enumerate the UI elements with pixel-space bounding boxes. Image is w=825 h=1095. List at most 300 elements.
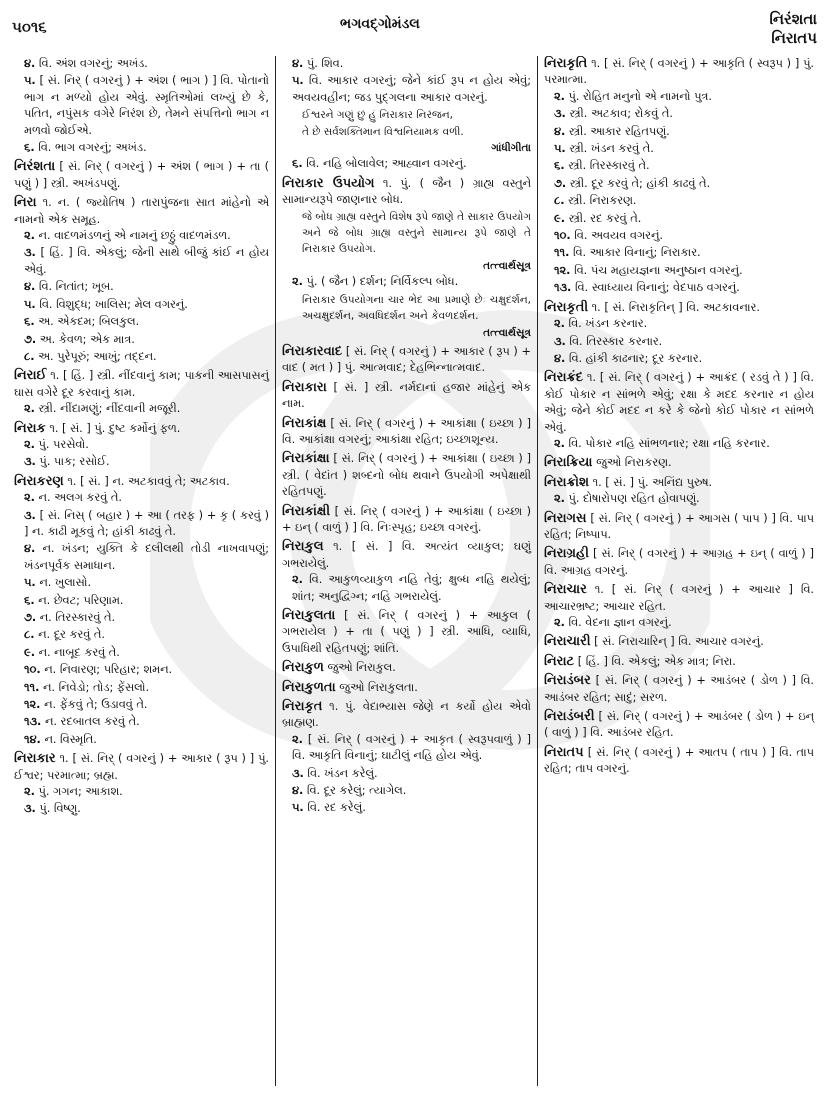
- sense: [544, 89, 814, 105]
- dictionary-entry: [282, 504, 531, 537]
- sense-number: ૩.: [24, 455, 36, 469]
- sense-number: ૪.: [24, 542, 36, 556]
- guide-word-first: નિરંશતા: [769, 10, 817, 28]
- sense-text: અ. કેવળ; એક માત્ર.: [39, 332, 135, 346]
- sense-number: ૧૧.: [24, 680, 40, 694]
- dictionary-entry: [14, 368, 269, 417]
- dictionary-entry: [544, 673, 814, 706]
- sense-number: ૯.: [554, 211, 565, 225]
- entry-definition: ૧. [ સં. ] પું. અનિંદ્ય પુરુષ.: [592, 475, 713, 489]
- headword: નિરાગસ: [544, 510, 587, 526]
- sense: [544, 193, 814, 209]
- entry-definition: [ સં. નિર્ ( વગરનું ) + આગસ ( પાપ ) ] વિ. પાપ રહિત; નિષ્પાપ.: [544, 511, 815, 541]
- dictionary-entry: [544, 634, 814, 650]
- dictionary-entry: [14, 421, 269, 471]
- headword: નિરા: [14, 195, 37, 211]
- entry-first-line: [544, 56, 814, 89]
- sense-number: ૩.: [24, 246, 36, 260]
- citation-quote: તે છે સર્વશક્તિમાન વિશ્વનિયામક વળી.: [302, 125, 464, 138]
- sense-number: ૩.: [292, 766, 304, 780]
- sense: [14, 332, 269, 348]
- entry-definition: [ સં. નિર્ ( વગરનું ) + આકાંક્ષા ( ઇચ્છા ) ] વિ. આકાંક્ષા વગરનું; આકાંક્ષા રહિત; ઇચ્છાશૂન્ય.: [282, 416, 531, 446]
- headword: નિરાતપ: [544, 744, 584, 760]
- sense-number: ૮.: [24, 349, 35, 363]
- page-header: [0, 0, 825, 50]
- sense-text: ન. રદબાતલ કરવું તે.: [44, 715, 140, 729]
- sense-text: [ હિં. ] વિ. એકલું; જેની સાથે બીજું કાંઈ ન હોય એવું.: [24, 246, 269, 276]
- entry-definition: ૧. [ સં. નિર્ ( વગરનું ) + આક્રંદ ( રડવું તે ) ] વિ. કોઈ પોકાર ન સાંભળે એવું; રક્ષા કે મદદ કરનાર ન હોય એવું; જેને કોઈ મદદ ન કરે કે જેનો કોઈ પોકાર ન સાંભળે એવું.: [544, 371, 814, 434]
- entry-definition: ૧. [ સં. નિર્ ( વગરનું ) + આચાર ] વિ. આચારભ્રષ્ટ; આચાર રહિત.: [544, 583, 815, 613]
- dictionary-entry: [282, 344, 531, 377]
- sense-number: ૨.: [554, 492, 565, 506]
- sense-text: પું. દોષારોપણ રહિત હોવાપણું.: [568, 492, 700, 506]
- entry-first-line: [14, 368, 269, 401]
- entry-first-line: [544, 370, 814, 436]
- sense: [14, 228, 269, 244]
- dictionary-entry: [544, 582, 814, 631]
- sense-text: સ્ત્રી. આકાર રહિતપણું.: [568, 124, 670, 138]
- headword: નિરાચારી: [544, 634, 591, 650]
- sense-number: ૧૩.: [554, 281, 572, 295]
- sense: [544, 176, 814, 192]
- sense-text: વિ. આકુળવ્યાકુળ નહિ તેવું; ક્ષુબ્ધ નહિ થયેલું; શાંત; અનુદ્વિગ્ન; નહિ ગભરાયેલું.: [292, 573, 531, 603]
- sense-text: ન. નાબૂદ કરવું તે.: [38, 645, 120, 659]
- sense-number: ૫.: [24, 576, 36, 590]
- sense-text: વિ. અંશ વગરનું; અખંડ.: [38, 57, 148, 70]
- sense-text: ન. છેવટ; પરિણામ.: [38, 593, 124, 607]
- sense-number: ૨.: [24, 491, 35, 505]
- sense-text: વિ. રદ કરેલું.: [307, 801, 366, 815]
- sense: [544, 106, 814, 122]
- sense-number: ૨.: [292, 732, 303, 746]
- entry-first-line: [544, 546, 814, 579]
- sense-number: ૬.: [24, 315, 35, 329]
- column-2: [276, 56, 538, 1086]
- sense: [282, 274, 531, 290]
- headword: નિરાકુળતા: [282, 679, 336, 695]
- sense: [282, 73, 531, 106]
- column-1: [8, 56, 276, 1086]
- sense: [544, 263, 814, 279]
- dictionary-entry: [544, 654, 814, 670]
- sense: [282, 56, 531, 72]
- sense-text: વિ. નહિ બોલાવેલ; આહ્વાન વગરનું.: [306, 157, 467, 171]
- sense-text: ન. ખુલાસો.: [39, 576, 92, 590]
- sense: [282, 572, 531, 605]
- entry-definition: ૧. [ સં. નિર્ ( વગરનું ) + આકાર ( રૂપ ) ] પું. ઈશ્વર; પરમાત્મા; બ્રહ્મ.: [14, 752, 269, 782]
- headword: નિરાક: [14, 420, 46, 436]
- entry-definition: ૧. [ સં. ] વિ. અત્યંત વ્યાકુલ; ઘણું ગભરાયેલું.: [282, 540, 532, 570]
- entry-definition: ૧. પું. વેદાભ્યાસ જેણે ન કર્યો હોય એવો બ્રાહ્મણ.: [282, 700, 531, 730]
- headword: નિરાકારા: [282, 379, 327, 395]
- entry-first-line: [14, 421, 269, 437]
- sense: [544, 141, 814, 157]
- entry-definition: [ સં. નિર્ ( વગરનું ) + આતપ ( તાપ ) ] વિ. તાપ રહિત; તાપ વગરનું.: [544, 745, 814, 776]
- sense-text: વિ. વિશુદ્ધ; ખાલિસ; મેલ વગરનું.: [39, 297, 188, 311]
- dictionary-entry: [14, 56, 269, 156]
- entry-definition: [ સં. ] સ્ત્રી. નર્મદાનાં હજાર માંહેનું એક નામ.: [282, 380, 531, 411]
- dictionary-entry: [544, 370, 814, 452]
- entry-definition: [ સં. નિર્ ( વગરનું ) + આગ્રહ + ઇન્ ( વાળું ) ] વિ. આગ્રહ વગરનું.: [544, 547, 814, 577]
- sense-number: ૬.: [292, 157, 303, 171]
- entry-definition: ૧. [ સં. ] ન. અટકાવવું તે; અટકાવ.: [67, 474, 230, 488]
- headword: નિરાકાર ઉપયોગ: [282, 175, 375, 191]
- sense: [14, 349, 269, 365]
- entry-definition: ૧. [ સં. નિર્ ( વગરનું ) + આકૃતિ ( સ્વરૂપ ) ] પું. પરમાત્મા.: [544, 57, 814, 87]
- dictionary-entry: [544, 511, 814, 544]
- headword: નિરાચાર: [544, 582, 587, 598]
- entry-definition: [ સં. નિર્ ( વગરનું ) + અંશ ( ભાગ ) + તા ( પણું ) ] સ્ત્રી. અખંડપણું.: [14, 160, 270, 190]
- entry-definition: ૧. [ સં. ] પું. દુષ્ટ કર્મોનું ફળ.: [49, 421, 181, 435]
- sense: [14, 714, 269, 730]
- sense: [14, 490, 269, 506]
- entry-first-line: [14, 751, 269, 784]
- sense-number: ૩.: [554, 334, 566, 348]
- sense-text: વિ. ખંડન કરનાર.: [568, 317, 648, 331]
- entry-first-line: [544, 475, 814, 491]
- sense-number: ૬.: [554, 159, 565, 173]
- entry-first-line: [282, 608, 531, 657]
- citation-source: તત્ત્વાર્થસૂત્ર: [483, 326, 531, 339]
- sense: [14, 508, 269, 541]
- sense-number: ૬.: [24, 141, 35, 155]
- entry-definition: [ સં. નિર્ ( વગરનું ) + આકુલ ( ગભરાયેલ ) + તા ( પણું ) ] સ્ત્રી. આધિ, વ્યાધિ, ઉપાધિથી રહિતપણું; શાંતિ.: [282, 609, 531, 655]
- entry-first-line: [282, 176, 531, 209]
- headword: નિરાક્રોશ: [544, 474, 589, 490]
- entry-definition: જુઓ નિરાકુલ.: [327, 661, 396, 675]
- sense-text: વિ. હાંકી કાઢનાર; દૂર કરનાર.: [568, 351, 703, 365]
- sense-number: ૨.: [24, 437, 35, 451]
- entry-first-line: [544, 745, 814, 778]
- sense-text: સ્ત્રી. ખંડન કરવું તે.: [569, 142, 654, 156]
- sense: [14, 73, 269, 139]
- sense: [14, 680, 269, 696]
- sense-number: ૨.: [24, 229, 35, 243]
- sense: [14, 437, 269, 453]
- sense: [544, 211, 814, 227]
- sense-text: વિ. સ્વાધ્યાય વિનાનું; વેદપાઠ વગરનું.: [574, 281, 740, 295]
- headword: નિરાડંબર: [544, 673, 591, 689]
- entry-first-line: [544, 300, 814, 316]
- sense-text: સ્ત્રી. તિરસ્કારવું તે.: [568, 159, 650, 173]
- entry-definition: [ સં. નિર્ ( વગરનું ) + આકાંક્ષા ( ઇચ્છા ) ] સ્ત્રી. ( વેદાંત ) શબ્દનો બોધ થવાને ઉપયોગી અપેક્ષાથી રહિતપણું.: [282, 452, 532, 499]
- dictionary-entry: [282, 56, 531, 173]
- dictionary-entry: [282, 699, 531, 817]
- sense-text: વિ. દૂર કરેલું; ત્યાગેલ.: [306, 784, 407, 798]
- sense-number: ૨.: [292, 275, 303, 289]
- entry-first-line: [282, 416, 531, 449]
- dictionary-entry: [544, 745, 814, 778]
- sense-text: સ્ત્રી. નીંદામણું; નીંદવાની મજૂરી.: [38, 402, 181, 416]
- entry-first-line: [544, 654, 814, 670]
- sense: [14, 297, 269, 313]
- sense: [544, 245, 814, 261]
- sense: [14, 279, 269, 295]
- book-title: ભગવદ્ગોમંડલ: [340, 16, 420, 32]
- page-number: ૫૦૧૬: [12, 18, 47, 36]
- sense: [544, 280, 814, 296]
- sense-text: વિ. આકાર વગરનું; જેને કાંઈ રૂપ ન હોય એવું; અવયવહીન; જડ પુદ્ગલના આકાર વગરનું.: [292, 74, 531, 104]
- entry-first-line: [282, 539, 531, 572]
- headword: નિરાકુલ: [282, 539, 324, 555]
- sense-text: ન. નિવેડો; તોડ; ફેંસલો.: [42, 680, 150, 694]
- sense-text: વિ. તિરસ્કાર કરનાર.: [569, 334, 663, 348]
- sense-text: ન. ખંડન; યુક્તિ કે દલીલથી તોડી નાખવાપણું; ખંડનપૂર્વક સમાધાન.: [24, 542, 270, 572]
- sense: [14, 140, 269, 156]
- guide-word-last: નિરાતપ: [771, 29, 817, 47]
- sense-number: ૭.: [554, 176, 567, 190]
- dictionary-entry: [14, 159, 269, 192]
- sense-text: [ સં. નિસ્ ( બહાર ) + આ ( તરફ ) + કૃ ( કરવું ) ] ન. કાઢી મૂકવું તે; હાંકી કાઢવું તે.: [24, 508, 269, 538]
- headword: નિરાડંબરી: [544, 709, 595, 725]
- entry-definition: [ સં. નિર્ ( વગરનું ) + આડંબર ( ડોળ ) ] વિ. આડંબર રહિત; સાદું; સરળ.: [544, 674, 814, 704]
- sense: [14, 627, 269, 643]
- headword: નિરાકાર: [14, 751, 56, 767]
- sense: [14, 784, 269, 800]
- sense-number: ૪.: [292, 784, 304, 798]
- sense-text: ન. નિવારણ; પરિહાર; શમન.: [44, 663, 173, 677]
- entry-definition: જુઓ નિરાકરણ.: [596, 456, 672, 470]
- entry-first-line: [282, 680, 531, 696]
- sense-text: પું. વિષ્ણુ.: [39, 802, 81, 816]
- dictionary-entry: [282, 660, 531, 676]
- entry-definition: ૧. પું. ( જૈન ) ગ્રાહ્ય વસ્તુને સામાન્યરૂપે જાણનાર બોધ.: [282, 176, 531, 207]
- sense-number: ૪.: [554, 124, 566, 138]
- sense: [14, 401, 269, 417]
- sense-number: ૧૨.: [554, 263, 571, 277]
- entry-first-line: [14, 159, 269, 192]
- entry-first-line: [14, 195, 269, 228]
- entry-first-line: [282, 699, 531, 732]
- sense-number: ૯.: [24, 645, 35, 659]
- sense-text: વિ. વેદના જ્ઞાન વગરનું.: [568, 616, 672, 629]
- dictionary-entry: [14, 195, 269, 365]
- entry-definition: ૧. ન. ( જ્યોતિષ ) તારાપુંજના સાત માંહેનો એ નામનો એક સમૂહ.: [14, 196, 270, 226]
- sense-text: પું. શિવ.: [306, 57, 344, 70]
- headword: નિરાકૃતી: [544, 299, 589, 315]
- dictionary-entry: [544, 709, 814, 742]
- sense-text: વિ. પોકાર નહિ સાંભળનાર; રક્ષા નહિ કરનાર.: [568, 436, 770, 450]
- sense: [544, 615, 814, 631]
- sense-number: ૧૧.: [554, 246, 570, 260]
- sense-number: ૩.: [24, 802, 36, 816]
- sense: [14, 662, 269, 678]
- dictionary-columns: [8, 56, 820, 1086]
- sense-text: ન. વિસ્મૃતિ.: [44, 732, 97, 746]
- sense-number: ૪.: [24, 280, 36, 294]
- sense: [14, 575, 269, 591]
- sense-number: ૫.: [554, 142, 566, 156]
- entry-first-line: [544, 634, 814, 650]
- entry-first-line: [282, 451, 531, 500]
- entry-definition: ૧. [ હિં. ] સ્ત્રી. નીંદવાનું કામ; પાકની આસપાસનું ઘાસ વગેરે દૂર કરવાનું કામ.: [14, 369, 269, 399]
- sense-text: ન. ફેંકવું તે; ઉડાવવું તે.: [44, 698, 148, 712]
- sense-number: ૨.: [292, 573, 303, 587]
- entry-first-line: [282, 380, 531, 413]
- sense: [14, 454, 269, 470]
- sense: [282, 800, 531, 816]
- sense-number: ૩.: [24, 508, 36, 522]
- sense: [544, 158, 814, 174]
- sense-number: ૭.: [24, 611, 37, 624]
- headword: નિરાકુલતા: [282, 608, 336, 623]
- sense-number: ૫.: [24, 74, 36, 88]
- sense: [544, 491, 814, 507]
- headword: નિરાગ્રહી: [544, 546, 589, 562]
- headword: નિરાકાંક્ષ: [282, 415, 327, 431]
- dictionary-entry: [544, 475, 814, 508]
- sense: [14, 245, 269, 278]
- sense: [544, 228, 814, 244]
- sense-text: [ સં. નિર્ ( વગરનું ) + આકૃત ( સ્વરૂપવાળું ) ] વિ. આકૃતિ વિનાનું; ઘાટીલું નહિ હોય એવું.: [292, 732, 531, 763]
- sense-text: વિ. ભાગ વગરનું; અખંડ.: [38, 141, 147, 155]
- sense-text: અ. પુરેપૂરું; આખું; તદ્દન.: [38, 349, 157, 363]
- sense-number: ૭.: [24, 332, 37, 346]
- entry-definition: [ સં. નિર્ ( વગરનું ) + આકાંક્ષા ( ઇચ્છા ) + ઇન્ ( વાળું ) ] વિ. નિઃસ્પૃહ; ઇચ્છા વગરનું.: [282, 504, 531, 534]
- sense-text: ન. અલગ કરવું તે.: [38, 491, 122, 505]
- sense: [14, 610, 269, 626]
- headword: નિરાક્રંદ: [544, 370, 583, 386]
- column-3: [538, 56, 820, 1086]
- sense: [14, 732, 269, 748]
- headword: નિરાકુળ: [282, 660, 324, 676]
- sense: [14, 314, 269, 330]
- citation-quote: ઈશ્વરને ગણું છું હું નિરાકાર નિરંજન,: [302, 109, 454, 122]
- sense-text: વિ. ખંડન કરેલું.: [307, 766, 378, 780]
- sense: [14, 645, 269, 661]
- citation-quote: નિરાકાર ઉપયોગના ચાર ભેદ આ પ્રમાણે છેઃ ચક્ષુદર્શન, અચક્ષુદર્શન, અવધિદર્શન અને કેવળદર્શન.: [302, 293, 531, 323]
- sense-text: વિ. નિતાંત; ખૂબ.: [38, 280, 114, 294]
- sense-number: ૧૦.: [24, 663, 41, 677]
- entry-first-line: [544, 673, 814, 706]
- headword: નિરંશતા: [14, 159, 56, 175]
- sense-number: ૨.: [554, 317, 565, 331]
- dictionary-entry: [282, 416, 531, 449]
- entry-first-line: [544, 582, 814, 615]
- sense-text: ન. વાદળમંડળનું એ નામનું છઠ્ઠું વાદળમંડળ.: [38, 229, 231, 243]
- sense-text: સ્ત્રી. નિરાકરણ.: [568, 194, 637, 208]
- entry-definition: [ હિં. ] વિ. એકલું; એક માત્ર; નિરા.: [577, 654, 736, 668]
- sense-text: સ્ત્રી. અટકાવ; રોકવું તે.: [569, 107, 673, 121]
- sense: [282, 156, 531, 172]
- citation-quote: જે બોધ ગ્રાહ્ય વસ્તુને વિશેષ રૂપે જાણે તે સાકાર ઉપયોગ અને જે બોધ ગ્રાહ્ય વસ્તુને સામાન્ય રૂપે જાણે તે નિરાકાર ઉપયોગ.: [302, 210, 531, 256]
- sense-number: ૨.: [554, 436, 565, 450]
- sense-text: ન. તિરસ્કારવું તે.: [39, 611, 116, 624]
- dictionary-entry: [282, 176, 531, 341]
- sense-text: અ. એકદમ; બિલકુલ.: [38, 315, 140, 329]
- entry-first-line: [544, 709, 814, 742]
- headword: નિરાઈ: [14, 368, 47, 384]
- sense-text: પું. ( જૈન ) દર્શન; નિર્વિકલ્પ બોધ.: [306, 275, 459, 289]
- sense: [544, 436, 814, 452]
- dictionary-entry: [544, 300, 814, 368]
- guide-words: [769, 10, 817, 48]
- sense-number: ૪.: [292, 57, 304, 70]
- sense-number: ૨.: [554, 89, 565, 103]
- sense: [282, 783, 531, 799]
- sense-number: ૨.: [24, 785, 35, 799]
- headword: નિરાકૃત: [282, 699, 323, 715]
- sense-text: પું. રોહિત મનુનો એ નામનો પુત્ર.: [568, 89, 712, 103]
- dictionary-entry: [282, 451, 531, 500]
- sense-number: ૫.: [292, 74, 304, 88]
- entry-definition: જુઓ નિરાકુલતા.: [339, 680, 418, 694]
- sense-number: ૪.: [554, 351, 566, 365]
- sense: [14, 541, 269, 574]
- dictionary-entry: [282, 539, 531, 605]
- dictionary-entry: [282, 680, 531, 696]
- sense-number: ૨.: [24, 402, 35, 416]
- sense-number: ૮.: [24, 628, 35, 642]
- sense: [14, 56, 269, 72]
- sense: [544, 124, 814, 140]
- sense: [282, 766, 531, 782]
- headword: નિરાકારવાદ: [282, 343, 343, 359]
- headword: નિરાક્રિયા: [544, 455, 593, 471]
- dictionary-entry: [14, 474, 269, 749]
- entry-definition: [ સં. નિર્ ( વગરનું ) + આકાર ( રૂપ ) + વાદ ( મત ) ] પું. આત્મવાદ; દેહભિન્નાત્મવાદ.: [282, 344, 532, 375]
- sense: [14, 593, 269, 609]
- sense-text: [ સં. નિર્ ( વગરનું ) + અંશ ( ભાગ ) ] વિ. પોતાનો ભાગ ન મળ્યો હોય એવું. સ્મૃતિઓમાં લખ્યું છે કે, પતિત, નપુંસક વગેરે નિરંશ છે, તેમને સંપત્તિનો ભાગ ન મળવો જોઈએ.: [24, 74, 270, 137]
- entry-first-line: [544, 511, 814, 544]
- sense-text: પું. ગગન; આકાશ.: [38, 785, 123, 799]
- dictionary-entry: [282, 380, 531, 413]
- sense: [14, 697, 269, 713]
- dictionary-entry: [14, 751, 269, 818]
- sense-number: ૫.: [292, 801, 304, 815]
- citation-source: તત્ત્વાર્થસૂત્ર: [483, 259, 531, 272]
- sense-number: ૨.: [554, 616, 565, 629]
- sense-number: ૩.: [554, 107, 566, 121]
- entry-first-line: [282, 660, 531, 676]
- headword: નિરાકરણ: [14, 473, 64, 489]
- sense-number: ૧૪.: [24, 732, 41, 746]
- entry-first-line: [282, 344, 531, 377]
- sense-number: ૬.: [24, 593, 35, 607]
- sense-text: વિ. આકાર વિનાનું; નિરાકાર.: [572, 246, 701, 260]
- sense-text: વિ. અવયવ વગરનું.: [574, 229, 663, 243]
- sense-text: પું. પાક; રસોઈ.: [39, 455, 110, 469]
- sense: [544, 351, 814, 367]
- headword: નિરાકાંક્ષા: [282, 451, 330, 467]
- dictionary-entry: [544, 546, 814, 579]
- dictionary-entry: [544, 455, 814, 471]
- entry-first-line: [282, 504, 531, 537]
- sense-number: ૫.: [24, 297, 36, 311]
- sense-number: ૧૦.: [554, 229, 571, 243]
- entry-first-line: [544, 455, 814, 471]
- sense-text: સ્ત્રી. રદ કરવું તે.: [568, 211, 642, 225]
- citation-source: ગાંધીગીતા: [491, 142, 531, 155]
- sense: [544, 334, 814, 350]
- sense-number: ૪.: [24, 57, 36, 70]
- headword: નિરાટ: [544, 653, 575, 669]
- sense-text: સ્ત્રી. દૂર કરવું તે; હાંકી કાઢવું તે.: [569, 176, 711, 190]
- dictionary-entry: [544, 56, 814, 297]
- entry-definition: [ સં. નિર્ ( વગરનું ) + આડંબર ( ડોળ ) + ઇન્ ( વાળું ) ] વિ. આડંબર રહિત.: [544, 710, 815, 740]
- entry-definition: [ સં. નિરાચારિન્ ] વિ. આચાર વગરનું.: [594, 635, 764, 649]
- dictionary-entry: [282, 608, 531, 657]
- entry-first-line: [14, 474, 269, 490]
- headword: નિરાકૃતિ: [544, 56, 588, 71]
- sense-text: પું. પરસેવો.: [38, 437, 89, 451]
- sense-number: ૧૨.: [24, 698, 41, 712]
- headword: નિરાકાંક્ષી: [282, 503, 331, 519]
- sense: [14, 801, 269, 817]
- sense: [282, 732, 531, 765]
- sense-number: ૧૩.: [24, 715, 42, 729]
- entry-definition: ૧. [ સં. નિરાકૃતિન્ ] વિ. અટકાવનાર.: [591, 300, 760, 314]
